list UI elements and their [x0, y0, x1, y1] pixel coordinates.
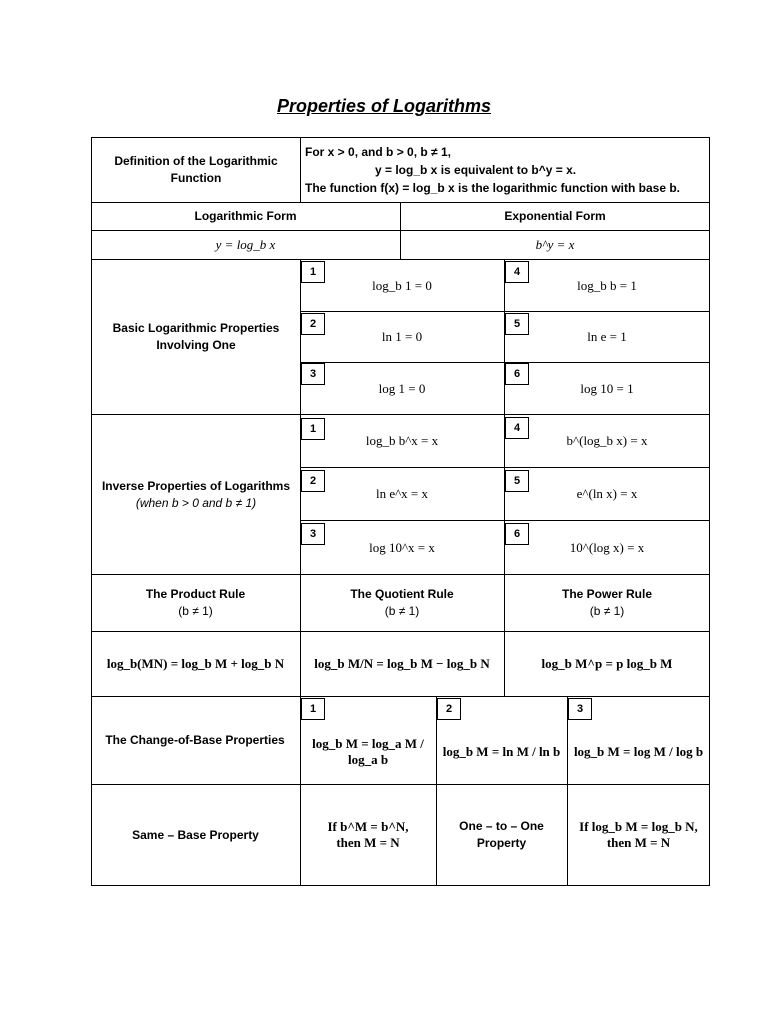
- change-of-base-label: The Change-of-Base Properties: [105, 733, 285, 747]
- same-base-expr: If b^M = b^N, then M = N: [327, 819, 409, 850]
- basic-number-2: 2: [301, 313, 325, 335]
- logarithmic-form-header: Logarithmic Form: [194, 209, 297, 223]
- definition-line-1: For x > 0, and b > 0, b ≠ 1,: [305, 145, 451, 159]
- definition-line-3: The function f(x) = log_b x is the logarithmic function with base b.: [305, 181, 681, 195]
- inverse-number-1: 1: [301, 418, 325, 440]
- inverse-number-6: 6: [505, 523, 529, 545]
- power-rule-header: The Power Rule (b ≠ 1): [561, 587, 653, 618]
- inverse-condition: (when b > 0 and b ≠ 1): [135, 495, 257, 510]
- definition-content: [305, 138, 705, 202]
- definition-label: Definition of the Logarithmic Function: [114, 154, 278, 185]
- basic-expr-5: ln e = 1: [587, 329, 627, 344]
- basic-expr-3: log 1 = 0: [378, 380, 426, 396]
- basic-properties-label: Basic Logarithmic Properties Involving One: [112, 321, 280, 352]
- inverse-number-2: 2: [301, 470, 325, 492]
- inverse-expr-6: 10^(log x) = x: [569, 539, 645, 555]
- inverse-number-3: 3: [301, 523, 325, 545]
- quotient-rule-header: The Quotient Rule (b ≠ 1): [350, 587, 454, 618]
- quotient-rule-expr: log_b M/N = log_b M − log_b N: [314, 656, 490, 671]
- basic-number-5: 5: [505, 313, 529, 335]
- change-base-number-2: 2: [437, 698, 461, 720]
- inverse-expr-4: b^(log_b x) = x: [566, 433, 648, 448]
- basic-expr-6: log 10 = 1: [580, 380, 634, 396]
- logarithmic-form-value: y = log_b x: [215, 237, 276, 252]
- inverse-expr-3: log 10^x = x: [369, 539, 435, 555]
- inverse-expr-2: ln e^x = x: [375, 486, 429, 501]
- exponential-form-header: Exponential Form: [504, 209, 606, 223]
- one-to-one-label: One – to – One Property: [459, 819, 544, 850]
- one-to-one-expr: If log_b M = log_b N, then M = N: [579, 819, 698, 850]
- same-base-label: Same – Base Property: [132, 827, 259, 842]
- exponential-form-value: b^y = x: [535, 237, 575, 252]
- basic-expr-2: ln 1 = 0: [381, 329, 423, 344]
- basic-expr-4: log_b b = 1: [577, 277, 637, 293]
- change-base-expr-1: log_b M = log_a M / log_a b: [312, 736, 424, 767]
- change-base-number-1: 1: [301, 698, 325, 720]
- inverse-number-4: 4: [505, 417, 529, 439]
- basic-number-4: 4: [505, 261, 529, 283]
- inverse-title: Inverse Properties of Logarithms: [101, 478, 291, 493]
- basic-number-6: 6: [505, 363, 529, 385]
- inverse-properties-label: [100, 415, 292, 574]
- basic-number-1: 1: [301, 261, 325, 283]
- inverse-number-5: 5: [505, 470, 529, 492]
- page-title: Properties of Logarithms: [276, 96, 492, 116]
- inverse-expr-5: e^(ln x) = x: [576, 486, 638, 501]
- basic-number-3: 3: [301, 363, 325, 385]
- change-base-number-3: 3: [568, 698, 592, 720]
- basic-expr-1: log_b 1 = 0: [372, 277, 432, 293]
- inverse-expr-1: log_b b^x = x: [365, 433, 439, 448]
- change-base-expr-3: log_b M = log M / log b: [573, 744, 704, 759]
- power-rule-expr: log_b M^p = p log_b M: [541, 656, 673, 671]
- product-rule-header: The Product Rule (b ≠ 1): [145, 587, 246, 618]
- change-base-expr-2: log_b M = ln M / ln b: [442, 744, 561, 759]
- definition-line-2: y = log_b x is equivalent to b^y = x.: [375, 163, 577, 177]
- product-rule-expr: log_b(MN) = log_b M + log_b N: [106, 656, 285, 671]
